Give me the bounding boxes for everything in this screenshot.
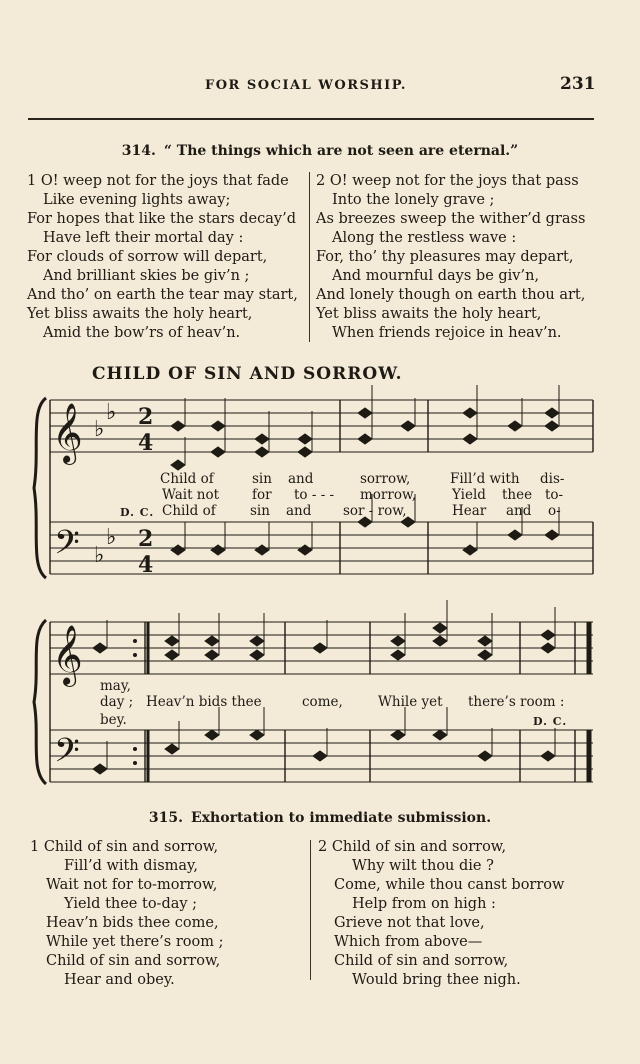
time-signature-bottom: 4: [138, 552, 154, 578]
lyric: Child of: [162, 503, 216, 519]
stanza-line: Wait not for to-morrow,: [46, 877, 218, 893]
note-head: [165, 636, 179, 646]
note-head: [298, 545, 312, 555]
stanza-line: Grieve not that love,: [334, 915, 485, 931]
tune-title: CHILD OF SIN AND SORROW.: [92, 364, 403, 384]
stanza-line: Yet bliss awaits the holy heart,: [316, 306, 542, 322]
stanza-line: And lonely though on earth thou art,: [316, 287, 586, 303]
lyric: dis-: [540, 471, 565, 487]
stanza-line: Child of sin and sorrow,: [334, 953, 509, 969]
stanza-line: Which from above—: [334, 934, 483, 950]
note-head: [205, 650, 219, 660]
stanza-line: 2 Child of sin and sorrow,: [318, 839, 507, 855]
bass-staff-1: [50, 522, 593, 574]
note-head: [541, 630, 555, 640]
note-head: [211, 447, 225, 457]
time-signature-bottom: 4: [138, 430, 154, 456]
lyric: While yet: [378, 694, 443, 710]
lyric: day ;: [100, 694, 134, 710]
note-head: [541, 643, 555, 653]
note-head: [508, 530, 522, 540]
column-rule: [310, 840, 311, 980]
note-head: [433, 730, 447, 740]
lyric: to-: [545, 487, 564, 503]
system-1-brace: [34, 398, 46, 578]
flat-sign: ♭: [106, 525, 117, 550]
stanza-line: And tho’ on earth the tear may start,: [27, 287, 298, 303]
lyric: for: [252, 487, 272, 503]
flat-sign: ♭: [106, 400, 117, 425]
stanza-line: Would bring thee nigh.: [352, 972, 521, 988]
note-head: [313, 751, 327, 761]
hymn-315-title: [0, 810, 640, 826]
lyric: morrow,: [360, 487, 417, 503]
stanza-line: When friends rejoice in heav’n.: [332, 325, 562, 341]
note-head: [478, 636, 492, 646]
flat-sign: ♭: [94, 417, 105, 442]
stanza-line: While yet there’s room ;: [46, 934, 224, 950]
note-head: [211, 421, 225, 431]
stanza-line: Hear and obey.: [64, 972, 175, 988]
note-head: [508, 421, 522, 431]
hymn-315-number: 315.: [148, 810, 184, 826]
dc-label: D. C.: [533, 715, 568, 728]
hymn-314-heading: “ The things which are not seen are eternal.”: [163, 143, 519, 159]
note-head: [433, 623, 447, 633]
stanza-line: Fill’d with dismay,: [64, 858, 198, 874]
stanza-line: Have left their mortal day :: [43, 230, 244, 246]
note-head: [478, 650, 492, 660]
lyric: may,: [100, 678, 131, 694]
notes: [93, 385, 559, 774]
note-head: [250, 730, 264, 740]
note-head: [171, 460, 185, 470]
lyric: and: [506, 503, 532, 519]
note-head: [545, 421, 559, 431]
stanza-line: Come, while thou canst borrow: [334, 877, 565, 893]
note-head: [358, 434, 372, 444]
note-head: [391, 730, 405, 740]
stanza-line: And brilliant skies be giv’n ;: [43, 268, 250, 284]
note-head: [391, 636, 405, 646]
flat-sign: ♭: [94, 543, 105, 568]
note-head: [250, 636, 264, 646]
stanza-line: 1 Child of sin and sorrow,: [30, 839, 219, 855]
stanza-line: Yet bliss awaits the holy heart,: [27, 306, 253, 322]
note-head: [211, 545, 225, 555]
note-head: [401, 421, 415, 431]
lyric: and: [286, 503, 312, 519]
page-number: 231: [560, 74, 596, 94]
note-head: [93, 764, 107, 774]
bass-clef-1: 𝄢: [54, 524, 80, 570]
stanza-line: Heav’n bids thee come,: [46, 915, 219, 931]
stanza-line: Into the lonely grave ;: [332, 192, 495, 208]
note-head: [171, 421, 185, 431]
note-head: [171, 545, 185, 555]
lyric: bey.: [100, 712, 127, 728]
lyric: there’s room :: [468, 694, 565, 710]
lyric: come,: [302, 694, 343, 710]
stanza-line: Yield thee to-day ;: [64, 896, 198, 912]
note-head: [255, 447, 269, 457]
stanza-line: Help from on high :: [352, 896, 496, 912]
note-head: [298, 434, 312, 444]
system-2-brace: [34, 620, 46, 784]
stanza-line: Child of sin and sorrow,: [46, 953, 221, 969]
lyric: thee: [502, 487, 533, 503]
note-head: [358, 408, 372, 418]
time-signature-top: 2: [138, 404, 154, 430]
note-head: [463, 408, 477, 418]
note-head: [165, 650, 179, 660]
lyric: sin: [252, 471, 272, 487]
time-signature-top: 2: [138, 526, 154, 552]
note-head: [463, 434, 477, 444]
note-head: [205, 730, 219, 740]
lyric: Yield: [452, 487, 486, 503]
lyric: sorrow,: [360, 471, 411, 487]
running-head-title: FOR SOCIAL WORSHIP.: [205, 78, 407, 93]
note-head: [391, 650, 405, 660]
note-head: [541, 751, 555, 761]
note-head: [205, 636, 219, 646]
stanza-line: And mournful days be giv’n,: [332, 268, 540, 284]
note-head: [463, 545, 477, 555]
note-head: [478, 751, 492, 761]
hymn-315-heading: Exhortation to immediate submission.: [191, 810, 492, 826]
stanza-line: Why wilt thou die ?: [352, 858, 494, 874]
note-head: [313, 643, 327, 653]
lyric: Hear: [452, 503, 487, 519]
hymn-314-number: 314.: [121, 143, 156, 159]
stanza-line: Amid the bow’rs of heav’n.: [43, 325, 241, 341]
note-head: [93, 643, 107, 653]
lyric: and: [288, 471, 314, 487]
dc-label: D. C.: [120, 506, 155, 519]
lyric: Wait not: [162, 487, 220, 503]
lyric: to - - -: [294, 487, 335, 503]
bass-clef-2: 𝄢: [54, 732, 80, 778]
lyric: o-: [548, 503, 561, 519]
stanza-line: Like evening lights away;: [43, 192, 231, 208]
lyric: sin: [250, 503, 270, 519]
hymn-315-stanza-2: [318, 838, 564, 990]
lyric: Fill’d with: [450, 471, 520, 487]
lyric: Heav’n bids thee: [146, 694, 262, 710]
stanza-line: For clouds of sorrow will depart,: [27, 249, 268, 265]
note-head: [545, 408, 559, 418]
note-head: [250, 650, 264, 660]
note-head: [255, 545, 269, 555]
note-head: [255, 434, 269, 444]
stanza-line: Along the restless wave :: [332, 230, 517, 246]
treble-clef-1: 𝄞: [52, 403, 83, 463]
note-head: [433, 636, 447, 646]
stanza-line: 1 O! weep not for the joys that fade: [27, 173, 289, 189]
hymn-315-stanza-1: [30, 838, 223, 990]
treble-clef-2: 𝄞: [52, 625, 83, 685]
stanza-line: As breezes sweep the wither’d grass: [316, 211, 586, 227]
note-head: [165, 744, 179, 754]
stanza-line: For hopes that like the stars decay’d: [27, 211, 296, 227]
lyric: sor - row,: [343, 503, 407, 519]
stanza-line: For, tho’ thy pleasures may depart,: [316, 249, 574, 265]
repeat-dots: [133, 639, 137, 765]
note-head: [545, 530, 559, 540]
stanza-line: 2 O! weep not for the joys that pass: [316, 173, 579, 189]
note-head: [298, 447, 312, 457]
lyric: Child of: [160, 471, 214, 487]
